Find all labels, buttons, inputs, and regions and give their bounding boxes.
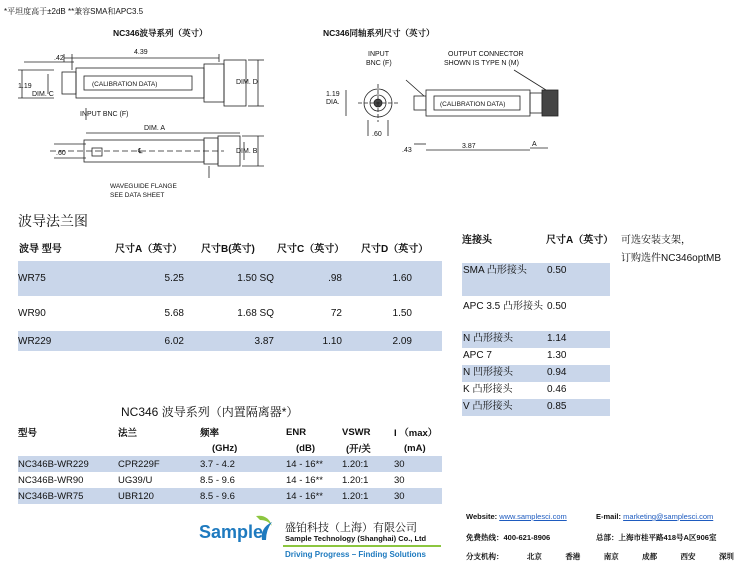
cell-dim-c: 1.10 (276, 331, 360, 351)
cell-connector: N 凸形接头 (462, 331, 546, 348)
branch-city: 南京 (603, 552, 619, 561)
hq-address: 上海市桂平路418号A区906室 (618, 533, 717, 542)
cell-model: WR229 (18, 331, 114, 351)
company-logo: Sample (199, 522, 264, 542)
table-row (462, 382, 610, 399)
table-row (462, 296, 610, 331)
dim-width-label: .60 (56, 150, 66, 157)
col-subheader (18, 440, 118, 456)
company-name-zh: 盛铂科技（上海）有限公司 (285, 522, 417, 534)
cell-dim-a: 0.85 (546, 399, 610, 416)
cell-flange: UG39/U (118, 474, 153, 486)
cell-dim-a: 6.02 (114, 331, 200, 351)
cell-dim-d: 2.09 (360, 331, 442, 351)
col-header: I （max） (394, 428, 438, 439)
cell-current: 30 (394, 488, 442, 504)
flange-label: WAVEGUIDE FLANGE (110, 183, 177, 190)
bnc-label: BNC (F) (366, 60, 392, 67)
table-row (462, 348, 610, 365)
website-row (466, 512, 567, 521)
cell-flange: CPR229F (118, 456, 200, 472)
col-header: 波导 型号 (19, 243, 62, 255)
waveguide-drawing-title: NC346波导系列（英寸） (113, 28, 208, 38)
cell-dim-c: 72 (330, 308, 342, 319)
cell-dim-b: 1.68 SQ (237, 308, 274, 319)
cell-dim-c: .98 (276, 261, 360, 296)
dim-length-label: 4.39 (134, 49, 148, 56)
dim-c-label: DIM. C (32, 91, 54, 98)
cell-dim-a: 0.50 (547, 301, 567, 312)
input-label: INPUT (368, 51, 389, 58)
cell-enr: 14 - 16** (286, 456, 342, 472)
footnote: *平坦度高于±2dB **兼容SMA和APC3.5 (4, 7, 144, 16)
hq-row (596, 532, 716, 543)
cell-dim-d: 1.60 (360, 261, 442, 296)
type-n-label: SHOWN IS TYPE N (M) (444, 60, 519, 67)
cell-enr: 14 - 16** (286, 474, 323, 486)
branch-city: 深圳 (718, 552, 734, 561)
option-line: 可选安装支架， (621, 235, 691, 246)
company-tagline: Driving Progress – Finding Solutions (285, 550, 426, 559)
output-connector-label: OUTPUT CONNECTOR (448, 51, 524, 58)
diameter-label: DIA. (326, 99, 340, 106)
col-header: 法兰 (118, 428, 138, 439)
tagline-divider (283, 545, 441, 547)
cell-model: WR75 (18, 261, 114, 296)
table-row (462, 399, 610, 416)
table-header-row (18, 233, 442, 261)
table-row (462, 263, 610, 296)
cell-connector: APC 7 (463, 350, 492, 361)
company-name-en: Sample Technology (Shanghai) Co., Ltd (285, 534, 427, 543)
cell-model: NC346B-WR229 (18, 456, 118, 472)
branch-city: 北京 (526, 552, 542, 561)
table-row (462, 365, 610, 382)
cell-current: 30 (394, 474, 405, 486)
cell-connector: N 凹形接头 (462, 365, 546, 382)
col-header: 尺寸B(英寸) (201, 243, 255, 255)
dim-a-value: A (532, 141, 537, 148)
cell-flange: UBR120 (118, 488, 200, 504)
col-header: ENR (286, 426, 307, 438)
table-row (18, 261, 442, 296)
website-label: Website: (466, 512, 498, 521)
dim-b-label: DIM. B (236, 148, 258, 155)
cell-dim-a: 0.50 (546, 263, 610, 296)
col-header: 尺寸A（英寸） (546, 235, 614, 246)
length-value: 3.87 (462, 143, 476, 150)
col-header: 尺寸D（英寸） (361, 243, 429, 255)
cell-frequency: 3.7 - 4.2 (200, 456, 286, 472)
cell-model: NC346B-WR75 (18, 488, 118, 504)
cell-dim-a: 0.46 (547, 384, 567, 395)
col-header: 频率 (200, 428, 220, 439)
cell-model: WR90 (18, 308, 46, 319)
diameter-value: 1.19 (326, 91, 340, 98)
cell-dim-d: 1.50 (392, 308, 412, 319)
col-header: 尺寸C（英寸） (277, 243, 345, 255)
isolator-table (18, 424, 442, 504)
dim-d-label: DIM. D (236, 79, 258, 86)
cell-dim-b: 3.87 (200, 331, 276, 351)
col-subheader: (GHz) (212, 442, 238, 454)
col-header: VSWR (342, 426, 371, 438)
coax-drawing-title: NC346同轴系列尺寸（英寸） (323, 28, 435, 38)
isolator-section-title: NC346 波导系列（内置隔离器*） (121, 405, 299, 419)
hq-label: 总部： (596, 533, 619, 542)
col-subheader: (mA) (404, 442, 426, 454)
waveguide-dimension-table (18, 233, 442, 351)
option-line: 订购选件NC346optMB (621, 253, 722, 264)
branch-city: 成都 (642, 552, 658, 561)
col-subheader (118, 440, 200, 456)
connector-table (462, 231, 614, 416)
calibration-label-right: (CALIBRATION DATA) (440, 101, 506, 108)
website-link[interactable]: www.samplesci.com (499, 512, 567, 521)
cell-dim-b: 1.50 SQ (200, 261, 276, 296)
table-row (18, 472, 442, 488)
section-title: 波导法兰图 (18, 214, 88, 230)
calibration-label: (CALIBRATION DATA) (92, 81, 158, 88)
branch-city: 香港 (565, 552, 581, 561)
waveguide-mechanical-drawing (14, 40, 276, 205)
dim-a-label: DIM. A (144, 125, 166, 132)
table-row (18, 488, 442, 504)
cell-vswr: 1.20:1 (342, 488, 394, 504)
cell-dim-a: 0.94 (546, 365, 610, 382)
table-subheader-row (18, 440, 442, 456)
input-bnc-label: INPUT BNC (F) (80, 111, 129, 118)
cell-frequency: 8.5 - 9.6 (200, 488, 286, 504)
branches-row (466, 551, 734, 562)
cell-current: 30 (394, 456, 442, 472)
col-subheader: (开/关 (346, 444, 371, 455)
width-value: .60 (372, 131, 382, 138)
col-subheader: (dB) (296, 442, 315, 454)
cell-connector: V 凸形接头 (462, 399, 546, 416)
cell-dim-a: 5.25 (114, 261, 200, 296)
table-row (18, 296, 442, 331)
cell-enr: 14 - 16** (286, 488, 342, 504)
table-row (18, 331, 442, 351)
coax-mechanical-drawing (318, 40, 568, 160)
col-header: 尺寸A（英寸） (115, 243, 183, 255)
branches-label: 分支机构： (466, 552, 504, 561)
dim-height-label: 1.19 (18, 83, 32, 90)
dim-offset-label: .42 (54, 55, 64, 62)
table-header-row (18, 424, 442, 440)
table-header-row (462, 231, 610, 263)
cell-connector: APC 3.5 凸形接头 (463, 301, 544, 312)
cell-dim-a: 5.68 (164, 308, 184, 319)
cell-vswr: 1.20:1 (342, 474, 369, 486)
hotline-label: 免费热线： (466, 533, 504, 542)
cell-connector: K 凸形接头 (463, 384, 513, 395)
offset-value: .43 (402, 147, 412, 154)
hotline-row (466, 532, 550, 543)
cell-model: NC346B-WR90 (18, 474, 84, 486)
cell-dim-a: 1.30 (547, 350, 567, 361)
cell-vswr: 1.20:1 (342, 456, 394, 472)
cell-dim-a: 1.14 (546, 331, 610, 348)
cell-connector: SMA 凸形接头 (462, 263, 546, 296)
branch-city: 西安 (680, 552, 696, 561)
hotline-number: 400-621-8906 (503, 533, 551, 542)
table-row (462, 331, 610, 348)
cell-frequency: 8.5 - 9.6 (200, 474, 235, 486)
datasheet-label: SEE DATA SHEET (110, 192, 165, 199)
col-header: 型号 (18, 428, 38, 439)
centerline-label: ℄ (138, 148, 143, 155)
mounting-option-note (621, 232, 721, 268)
email-link[interactable]: marketing@samplesci.com (623, 512, 714, 521)
table-row (18, 456, 442, 472)
email-row (596, 512, 713, 521)
email-label: E-mail: (596, 512, 622, 521)
col-header: 连接头 (462, 235, 492, 246)
